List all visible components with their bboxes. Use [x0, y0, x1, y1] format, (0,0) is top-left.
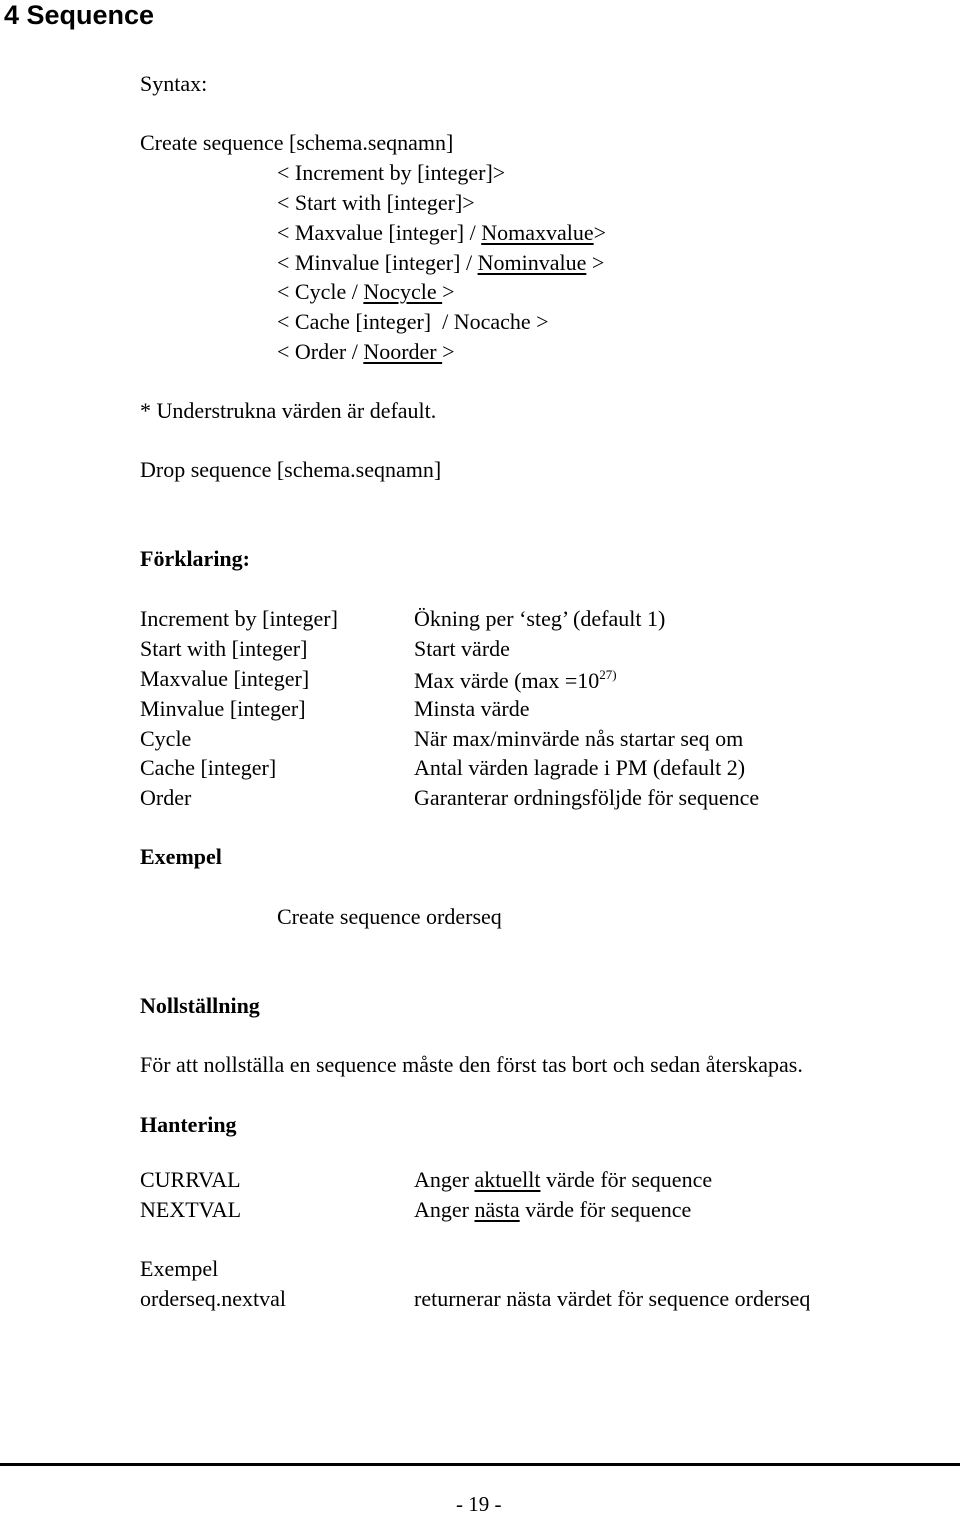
handling-term: CURRVAL [140, 1167, 241, 1192]
exponent: 27) [599, 667, 617, 682]
handling-desc [414, 1199, 691, 1221]
explanation-desc: När max/minvärde nås startar seq om [414, 726, 744, 751]
option-order-close: > [442, 339, 455, 364]
option-cycle-close: > [442, 279, 455, 304]
explanation-desc: Ökning per ‘steg’ (default 1) [414, 606, 666, 631]
handling-desc-underlined: nästa [474, 1197, 520, 1222]
option-cycle-text: < Cycle / [277, 279, 364, 304]
explanation-term: Cache [integer] [140, 755, 277, 780]
handling-desc-tail: värde för sequence [519, 1197, 692, 1222]
handling-desc-underlined: aktuellt [474, 1167, 541, 1192]
syntax-label: Syntax: [140, 71, 208, 96]
explanation-desc: Antal värden lagrade i PM (default 2) [414, 755, 746, 780]
handling-example-label: Exempel [140, 1256, 219, 1281]
explanation-term: Maxvalue [integer] [140, 666, 310, 691]
handling-desc-tail: värde för sequence [540, 1167, 713, 1192]
explanation-term: Order [140, 785, 192, 810]
reset-label: Nollställning [140, 993, 260, 1018]
handling-desc-text: Anger [414, 1167, 475, 1192]
option-order-default: Noorder [363, 339, 443, 364]
explanation-term: Cycle [140, 726, 192, 751]
option-start: < Start with [integer]> [277, 190, 475, 215]
reset-text: För att nollställa en sequence måste den först tas bort och sedan återskapas. [140, 1052, 803, 1077]
explanation-term: Start with [integer] [140, 636, 308, 661]
explanation-desc: Start värde [414, 636, 510, 661]
option-minvalue [277, 252, 604, 274]
explanation-desc: Garanterar ordningsföljde för sequence [414, 785, 760, 810]
option-maxvalue-close: > [593, 220, 607, 245]
option-order-text: < Order / [277, 339, 364, 364]
explanation-term: Minvalue [integer] [140, 696, 306, 721]
footer-divider [0, 1463, 960, 1466]
option-cache: < Cache [integer] / Nocache > [277, 309, 549, 334]
explanation-desc: Minsta värde [414, 696, 530, 721]
explanation-term: Increment by [integer] [140, 606, 338, 631]
option-maxvalue-default: Nomaxvalue [481, 220, 594, 245]
option-maxvalue [277, 222, 606, 244]
handling-desc [414, 1169, 712, 1191]
drop-sequence-line: Drop sequence [schema.seqnamn] [140, 457, 442, 482]
option-cycle-default: Nocycle [363, 279, 443, 304]
option-cycle [277, 281, 455, 303]
handling-example-term: orderseq.nextval [140, 1286, 286, 1311]
page-number: - 19 - [456, 1492, 502, 1516]
option-order [277, 341, 455, 363]
explanation-desc-text: Max värde (max =10 [414, 668, 600, 693]
handling-desc-text: Anger [414, 1197, 475, 1222]
create-sequence-line: Create sequence [schema.seqnamn] [140, 130, 454, 155]
explanation-desc [414, 668, 617, 692]
handling-example-desc: returnerar nästa värdet för sequence orderseq [414, 1286, 811, 1311]
default-note: * Understrukna värden är default. [140, 398, 437, 423]
example-label: Exempel [140, 844, 222, 869]
handling-term: NEXTVAL [140, 1197, 242, 1222]
option-minvalue-close: > [586, 250, 605, 275]
option-minvalue-default: Nominvalue [477, 250, 587, 275]
option-maxvalue-text: < Maxvalue [integer] / [277, 220, 482, 245]
option-minvalue-text: < Minvalue [integer] / [277, 250, 478, 275]
option-increment: < Increment by [integer]> [277, 160, 506, 185]
handling-label: Hantering [140, 1112, 237, 1137]
example-code: Create sequence orderseq [277, 904, 502, 929]
section-heading: 4 Sequence [4, 0, 155, 30]
explanation-label: Förklaring: [140, 546, 250, 571]
